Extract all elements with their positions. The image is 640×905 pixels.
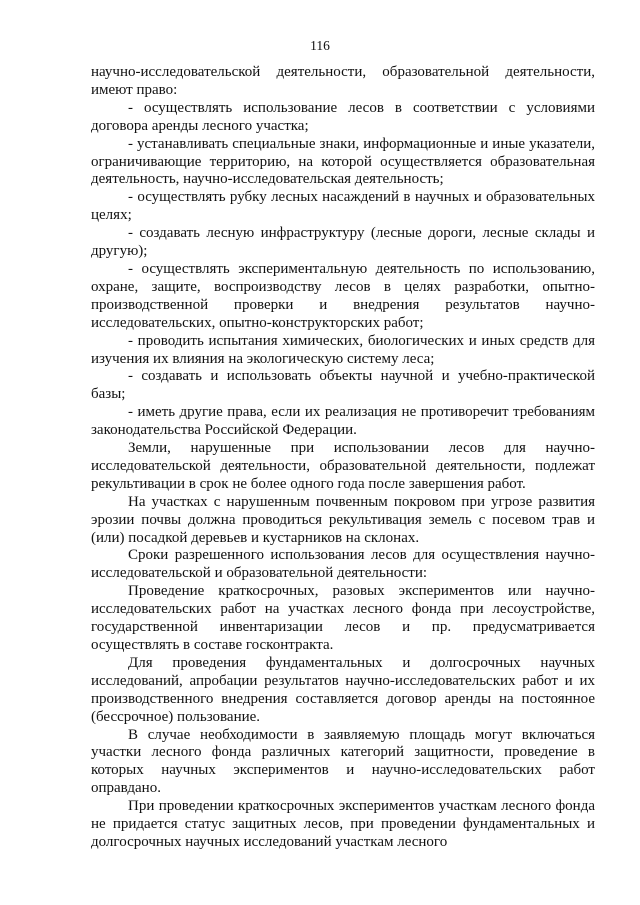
page-number: 116 xyxy=(310,38,330,53)
list-item-experimental: - осуществлять экспериментальную деятельность по использованию, охране, защите, воспроизводству лесов в целях разработки, опытно-производственной проверки и внедрения результатов научно-исследовательских, опытно-конструкторских работ; xyxy=(91,260,595,331)
paragraph-long-term: Для проведения фундаментальных и долгосрочных научных исследований, апробации результатов научно-исследовательских работ и их производственного внедрения составляется договор аренды на постоянное (бессрочное) пользование. xyxy=(91,654,595,725)
list-item-testing: - проводить испытания химических, биологических и иных средств для изучения их влияния на экологическую систему леса; xyxy=(91,332,595,367)
paragraph-short-term: Проведение краткосрочных, разовых экспериментов или научно-исследовательских работ на участках лесного фонда при лесоустройстве, государственной инвентаризации лесов и пр. предусматривается осуществлять в составе госконтракта. xyxy=(91,583,595,653)
paragraph-recultivation: Земли, нарушенные при использовании лесов для научно-исследовательской деятельности, образовательной деятельности, подлежат рекультивации в срок не более одного года после завершения работ. xyxy=(91,440,595,492)
list-item-signs: - устанавливать специальные знаки, информационные и иные указатели, ограничивающие территорию, на которой осуществляется образовательная деятельность, научно-исследовательская деятельность; xyxy=(91,135,595,188)
paragraph-status: При проведении краткосрочных экспериментов участкам лесного фонда не придается статус защитных лесов, при проведении фундаментальных и долгосрочных научных исследований участкам лесного xyxy=(91,798,595,850)
list-item-other-rights: - иметь другие права, если их реализация не противоречит требованиям законодательства Российской Федерации. xyxy=(91,404,595,439)
paragraph-area: В случае необходимости в заявляемую площадь могут включаться участки лесного фонда различных категорий защитности, проведение в которых научных экспериментов и научно-исследовательских работ оправдано. xyxy=(91,726,595,797)
paragraph-erosion: На участках с нарушенным почвенным покровом при угрозе развития эрозии почвы должна проводиться рекультивация земель с посевом трав и (или) посадкой деревьев и кустарников на склонах. xyxy=(91,493,595,546)
list-item-logging: - осуществлять рубку лесных насаждений в научных и образовательных целях; xyxy=(91,189,595,224)
list-item-lease-usage: - осуществлять использование лесов в соответствии с условиями договора аренды лесного участка; xyxy=(91,99,595,134)
list-item-infrastructure: - создавать лесную инфраструктуру (лесные дороги, лесные склады и другую); xyxy=(91,225,595,260)
document-body xyxy=(91,64,595,852)
paragraph-terms: Сроки разрешенного использования лесов для осуществления научно-исследовательской и образовательной деятельности: xyxy=(91,547,595,582)
paragraph-continuation: научно-исследовательской деятельности, образовательной деятельности, имеют право: xyxy=(91,64,595,98)
list-item-base: - создавать и использовать объекты научной и учебно-практической базы; xyxy=(91,368,595,403)
